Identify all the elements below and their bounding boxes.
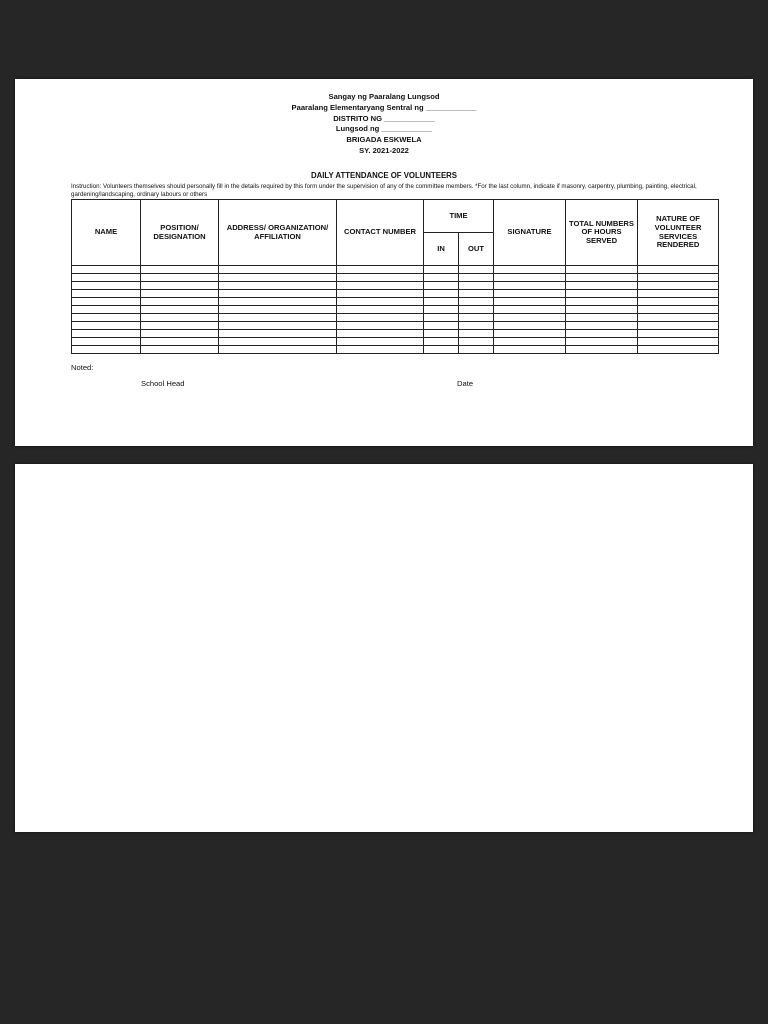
table-cell [337, 266, 424, 274]
table-cell [337, 298, 424, 306]
table-cell [494, 346, 566, 354]
table-cell [72, 306, 141, 314]
header-line-school-year: SY. 2021-2022 [359, 145, 409, 155]
table-cell [494, 330, 566, 338]
form-instruction: Instruction: Volunteers themselves should personally fill in the details required by this form under the supervision of any of the committee members. *For the last column, indicate if masonry, carpentry, plumbing, painting, electrical, gardening/landscaping, ordinary labours or others [71, 183, 697, 198]
col-header-contact: CONTACT NUMBER [337, 200, 424, 266]
table-row [72, 266, 719, 274]
table-cell [72, 266, 141, 274]
table-cell [141, 314, 219, 322]
table-cell [459, 298, 494, 306]
table-cell [141, 322, 219, 330]
table-row [72, 306, 719, 314]
table-cell [141, 346, 219, 354]
table-row [72, 330, 719, 338]
table-row [72, 314, 719, 322]
noted-label: Noted: [71, 363, 94, 372]
table-cell [219, 282, 337, 290]
table-cell [459, 322, 494, 330]
table-cell [566, 274, 638, 282]
table-cell [566, 330, 638, 338]
table-cell [219, 338, 337, 346]
header-line-school: Paaralang Elementaryang Sentral ng ____________ [291, 102, 477, 112]
table-cell [141, 290, 219, 298]
table-row [72, 282, 719, 290]
table-cell [72, 330, 141, 338]
table-cell [337, 306, 424, 314]
table-cell [424, 346, 459, 354]
table-cell [72, 298, 141, 306]
table-cell [219, 290, 337, 298]
table-cell [459, 338, 494, 346]
col-header-time: TIME [424, 200, 494, 233]
attendance-table-body [72, 266, 719, 354]
col-header-signature: SIGNATURE [494, 200, 566, 266]
table-cell [566, 314, 638, 322]
table-cell [337, 322, 424, 330]
table-cell [141, 282, 219, 290]
table-cell [337, 346, 424, 354]
table-cell [494, 306, 566, 314]
table-cell [638, 322, 719, 330]
table-cell [72, 290, 141, 298]
table-cell [337, 338, 424, 346]
date-label: Date [457, 379, 474, 388]
table-row [72, 338, 719, 346]
col-header-name: NAME [72, 200, 141, 266]
table-cell [219, 274, 337, 282]
table-cell [494, 314, 566, 322]
table-cell [72, 322, 141, 330]
col-header-nature: NATURE OF VOLUNTEER SERVICES RENDERED [638, 200, 719, 266]
document-page-2 [15, 464, 753, 832]
table-cell [566, 322, 638, 330]
table-cell [72, 274, 141, 282]
table-cell [638, 298, 719, 306]
header-line-division: Sangay ng Paaralang Lungsod [328, 92, 440, 101]
table-cell [219, 346, 337, 354]
table-cell [566, 266, 638, 274]
table-cell [459, 266, 494, 274]
table-cell [424, 306, 459, 314]
table-cell [337, 314, 424, 322]
table-row [72, 298, 719, 306]
table-cell [424, 322, 459, 330]
table-cell [638, 346, 719, 354]
col-header-position: POSITION/ DESIGNATION [141, 200, 219, 266]
table-cell [494, 338, 566, 346]
letterhead [15, 92, 753, 157]
table-cell [566, 290, 638, 298]
table-cell [494, 266, 566, 274]
table-cell [219, 314, 337, 322]
table-cell [424, 274, 459, 282]
table-row [72, 346, 719, 354]
table-cell [424, 266, 459, 274]
header-line-district: DISTRITO NG ____________ [333, 113, 435, 123]
header-line-city: Lungsod ng ____________ [335, 124, 433, 134]
table-cell [219, 266, 337, 274]
table-cell [337, 282, 424, 290]
table-cell [459, 330, 494, 338]
table-cell [459, 290, 494, 298]
school-head-label: School Head [141, 379, 185, 388]
table-cell [424, 314, 459, 322]
table-cell [494, 322, 566, 330]
table-cell [219, 306, 337, 314]
table-cell [566, 306, 638, 314]
table-cell [638, 290, 719, 298]
table-cell [337, 290, 424, 298]
col-header-time-out: OUT [459, 233, 494, 266]
table-cell [141, 274, 219, 282]
table-cell [219, 322, 337, 330]
table-cell [219, 298, 337, 306]
col-header-total-hours: TOTAL NUMBERS OF HOURS SERVED [566, 200, 638, 266]
table-cell [638, 330, 719, 338]
table-cell [638, 266, 719, 274]
table-cell [337, 330, 424, 338]
table-cell [219, 330, 337, 338]
table-cell [72, 314, 141, 322]
table-cell [72, 282, 141, 290]
col-header-address: ADDRESS/ ORGANIZATION/ AFFILIATION [219, 200, 337, 266]
table-cell [424, 338, 459, 346]
table-cell [494, 290, 566, 298]
table-cell [72, 338, 141, 346]
col-header-time-in: IN [424, 233, 459, 266]
table-cell [141, 266, 219, 274]
table-cell [337, 274, 424, 282]
form-title: DAILY ATTENDANCE OF VOLUNTEERS [311, 171, 457, 180]
table-cell [424, 282, 459, 290]
table-cell [459, 314, 494, 322]
table-cell [566, 338, 638, 346]
table-cell [424, 290, 459, 298]
table-cell [494, 282, 566, 290]
table-cell [141, 330, 219, 338]
table-cell [141, 298, 219, 306]
table-cell [459, 306, 494, 314]
table-cell [72, 346, 141, 354]
header-line-program: BRIGADA ESKWELA [346, 135, 422, 145]
table-row [72, 274, 719, 282]
table-cell [459, 274, 494, 282]
table-cell [638, 338, 719, 346]
table-cell [459, 282, 494, 290]
table-cell [459, 346, 494, 354]
table-cell [638, 314, 719, 322]
table-row [72, 322, 719, 330]
table-cell [566, 298, 638, 306]
table-cell [638, 282, 719, 290]
table-cell [638, 306, 719, 314]
table-cell [494, 298, 566, 306]
table-row [72, 290, 719, 298]
table-cell [566, 282, 638, 290]
attendance-table [71, 199, 719, 354]
table-cell [638, 274, 719, 282]
table-cell [424, 298, 459, 306]
document-page-1 [15, 79, 753, 446]
table-cell [141, 306, 219, 314]
table-cell [566, 346, 638, 354]
table-cell [424, 330, 459, 338]
table-cell [494, 274, 566, 282]
table-cell [141, 338, 219, 346]
